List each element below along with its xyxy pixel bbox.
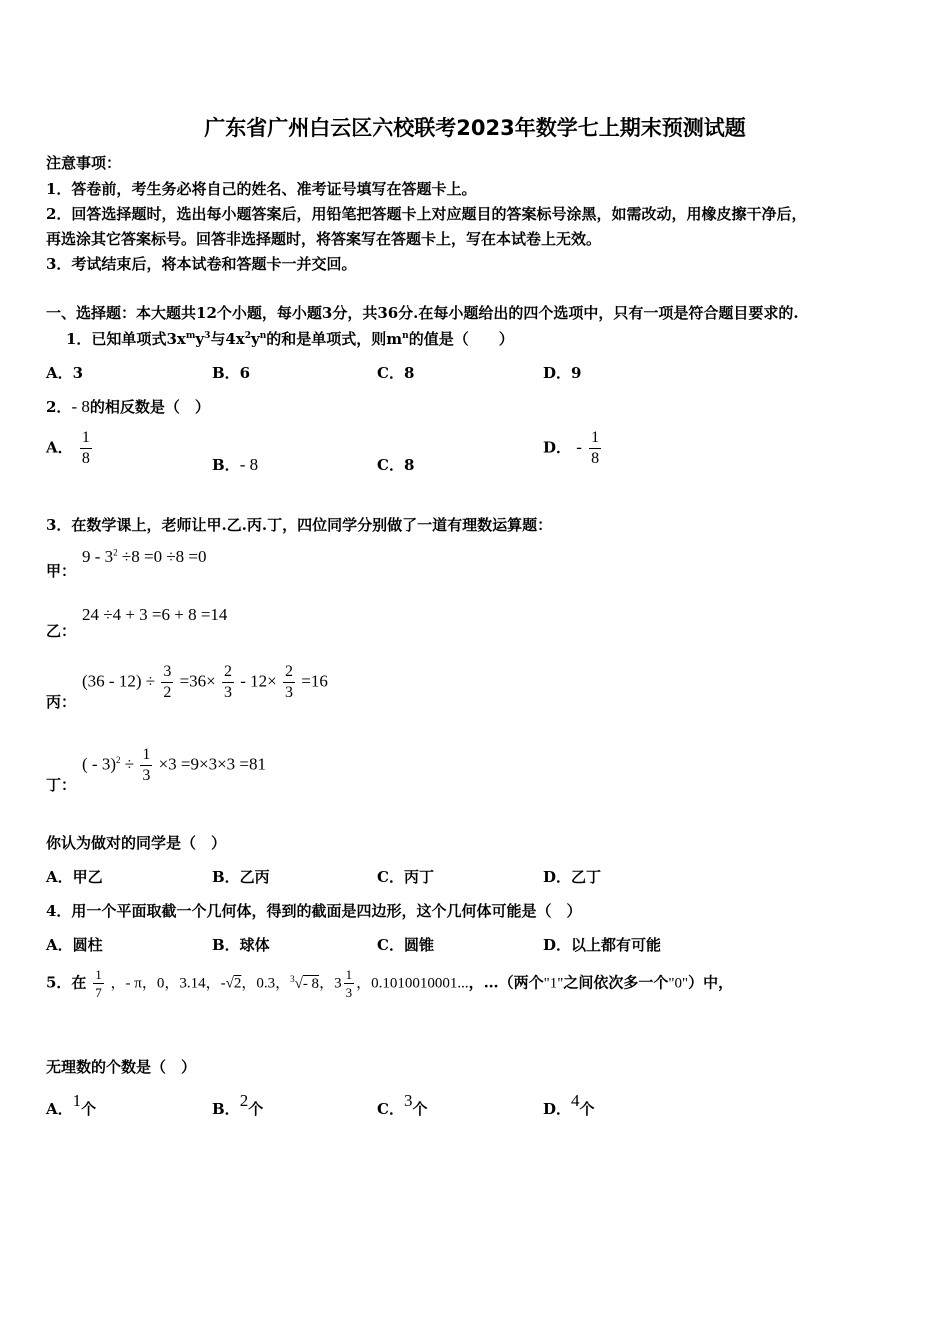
question-2-stem: 2．- 8的相反数是（ ） <box>46 397 210 416</box>
notice-item: 再选涂其它答案标号。回答非选择题时，将答案写在答题卡上，写在本试卷上无效。 <box>46 230 602 248</box>
option-d: D．乙丁 <box>543 868 602 886</box>
question-5-ask: 无理数的个数是（ ） <box>46 1058 197 1076</box>
option-b: B．2个 <box>212 1091 264 1118</box>
question-1-stem: 1．已知单项式$3x^my^3$与$4x^2y^n$的和是单项式，则$m^n$的值是（ ） <box>66 330 514 348</box>
notice-heading: 注意事项： <box>46 154 122 172</box>
question-4-stem: 4．用一个平面取截一个几何体，得到的截面是四边形，这个几何体可能是（ ） <box>46 902 582 920</box>
question-3-stem: 3．在数学课上，老师让甲.乙.丙.丁，四位同学分别做了一道有理数运算题： <box>46 516 553 534</box>
student-jia-label: 甲： <box>46 562 77 580</box>
notice-item: 3．考试结束后，将本试卷和答题卡一并交回。 <box>46 255 357 273</box>
option-d: D．4个 <box>543 1091 595 1118</box>
option-a: A．1个 <box>46 1091 97 1118</box>
option-a: A．圆柱 <box>46 936 103 954</box>
question-5-stem: 5．在 $\frac{1}{7}$ ，- π，0，3.14，-√2，0.3，$^3$√- 8，3 $\frac{1}{3}$ ，0.1010010001...，…（两个"1"之间依次多一个"0"）中， <box>46 967 734 1000</box>
option-d: D． - $\frac{1}{8}$ <box>543 429 600 467</box>
student-bing-expr: (36 - 12) ÷ $\frac{3}{2}$ =36× $\frac{2}{3}$ - 12× $\frac{2}{3}$ =16 <box>82 663 328 701</box>
option-d: D．以上都有可能 <box>543 936 662 954</box>
option-b: B．- 8 <box>212 455 259 474</box>
option-c: C．3个 <box>377 1091 428 1118</box>
student-yi-label: 乙： <box>46 622 77 640</box>
student-jia-expr: $9 - 3^2 \div 8 =0 \div 8 =0$ <box>82 547 207 566</box>
option-a: A．3 <box>46 364 84 382</box>
option-c: C．圆锥 <box>377 936 434 954</box>
section-heading: 一、选择题：本大题共12个小题，每小题3分，共36分.在每小题给出的四个选项中，只有一项是符合题目要求的. <box>46 304 799 322</box>
option-c: C．8 <box>377 456 415 474</box>
option-c: C．8 <box>377 364 415 382</box>
option-a: A．甲乙 <box>46 868 103 886</box>
question-3-ask: 你认为做对的同学是（ ） <box>46 834 227 852</box>
option-d: D．9 <box>543 364 582 382</box>
option-c: C．丙丁 <box>377 868 434 886</box>
student-ding-label: 丁： <box>46 776 77 794</box>
option-b: B．乙丙 <box>212 868 270 886</box>
student-yi-expr: 24 ÷4 + 3 =6 + 8 =14 <box>82 605 228 624</box>
notice-item: 1．答卷前，考生务必将自己的姓名、准考证号填写在答题卡上。 <box>46 180 477 198</box>
option-b: B．球体 <box>212 936 270 954</box>
student-ding-expr: ( - 3)$^2$ ÷ $\frac{1}{3}$ ×3 =9×3×3 =81 <box>82 746 267 784</box>
option-a: A． $\frac{1}{8}$ <box>46 429 90 467</box>
option-b: B．6 <box>212 364 251 382</box>
student-bing-label: 丙： <box>46 693 77 711</box>
page-title: 广东省广州白云区六校联考2023年数学七上期末预测试题 <box>204 116 746 140</box>
notice-item: 2．回答选择题时，选出每小题答案后，用铅笔把答题卡上对应题目的答案标号涂黑，如需改动，用橡皮擦干净后， <box>46 205 807 223</box>
